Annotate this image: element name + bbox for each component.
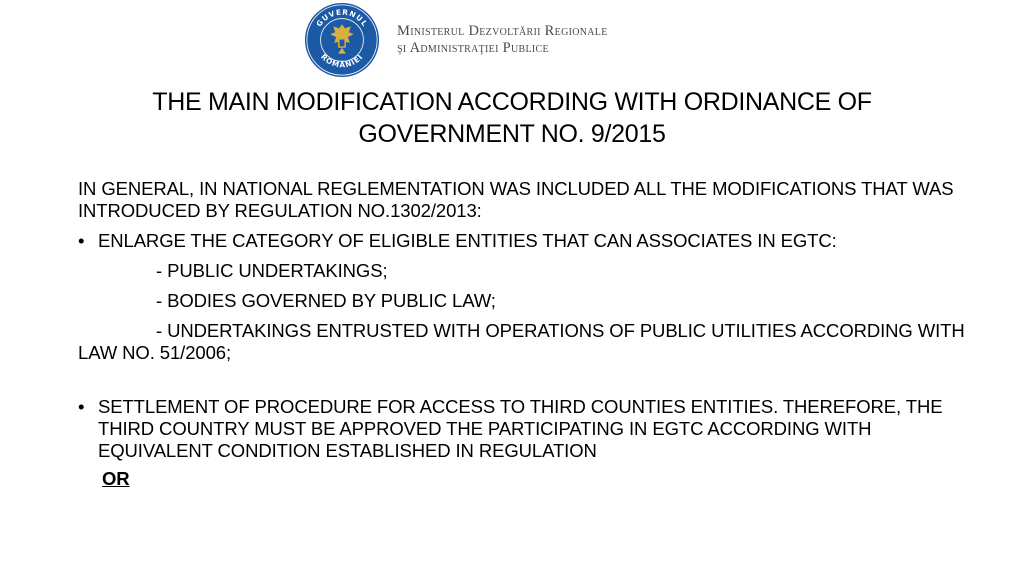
bullet-1-text: ENLARGE THE CATEGORY OF ELIGIBLE ENTITIES THAT CAN ASSOCIATES IN EGTC: xyxy=(98,230,837,251)
title-line-2: GOVERNMENT NO. 9/2015 xyxy=(358,120,666,148)
sub-item-3: - UNDERTAKINGS ENTRUSTED WITH OPERATIONS OF PUBLIC UTILITIES ACCORDING WITH LAW NO. 51/2006; xyxy=(78,320,965,363)
bullet-2-text: SETTLEMENT OF PROCEDURE FOR ACCESS TO THIRD COUNTIES ENTITIES. THEREFORE, THE THIRD COUNTRY MUST BE APPROVED THE PARTICIPATING IN EGTC ACCORDING WITH EQUIVALENT CONDITION ESTABLISHED IN REGULATION xyxy=(98,396,943,461)
ministry-line-2: şi Administraţiei Publice xyxy=(397,40,549,56)
bullet-item-1 xyxy=(78,230,978,252)
header xyxy=(303,0,608,80)
ministry-line-1: Ministerul Dezvoltării Regionale xyxy=(397,23,608,39)
bullet-item-2 xyxy=(78,396,978,462)
or-label: OR xyxy=(102,468,130,489)
ministry-name xyxy=(397,23,608,57)
slide-body xyxy=(78,178,978,490)
sub-item-2: - BODIES GOVERNED BY PUBLIC LAW; xyxy=(156,290,496,311)
intro-paragraph: IN GENERAL, IN NATIONAL REGLEMENTATION WAS INCLUDED ALL THE MODIFICATIONS THAT WAS INTRODUCED BY REGULATION NO.1302/2013: xyxy=(78,178,954,221)
bullet-icon: • xyxy=(78,396,85,417)
sub-item-1: - PUBLIC UNDERTAKINGS; xyxy=(156,260,388,281)
government-seal-icon xyxy=(303,1,381,79)
title-line-1: THE MAIN MODIFICATION ACCORDING WITH ORDINANCE OF xyxy=(152,88,872,116)
slide-title xyxy=(60,86,964,150)
seal-text-top: GUVERNUL xyxy=(314,7,370,29)
seal-text-bottom: ROMÂNIEI xyxy=(319,52,365,70)
bullet-icon: • xyxy=(78,230,85,251)
